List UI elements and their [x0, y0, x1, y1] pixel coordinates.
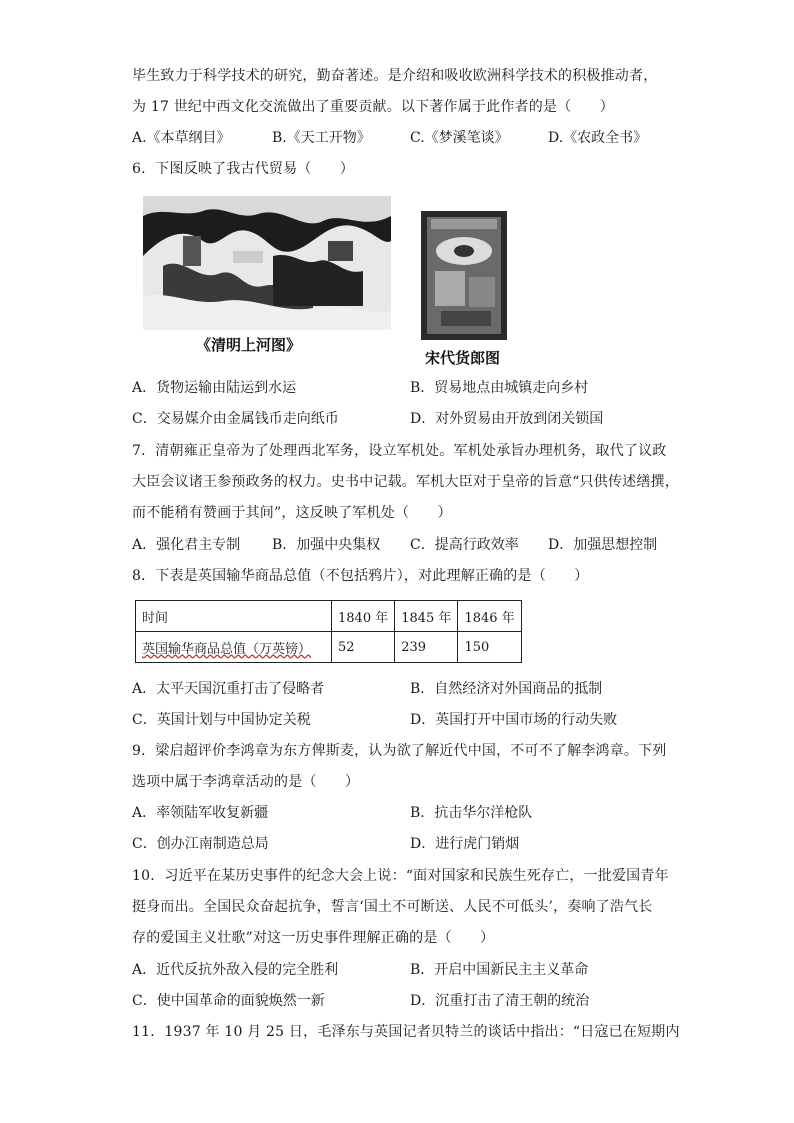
qingming-painting-image: [143, 196, 391, 330]
q5-option-d: D.《农政全书》: [548, 130, 648, 146]
table-cell: 1840 年: [332, 601, 395, 632]
q6-stem: 6．下图反映了我古代贸易（ ）: [132, 161, 355, 177]
q7-line-1: 7．清朝雍正皇帝为了处理西北军务，设立军机处。军机处承旨办理机务，取代了议政: [132, 443, 667, 459]
q10-line-1: 10．习近平在某历史事件的纪念大会上说：“面对国家和民族生死存亡，一批爱国青年: [132, 868, 669, 884]
q6-option-d: D．对外贸易由开放到闭关锁国: [410, 411, 604, 427]
table-header-row: [136, 601, 522, 632]
q5-option-b: B.《天工开物》: [272, 130, 371, 146]
q6-option-c: C．交易媒介由金属钱币走向纸币: [132, 411, 339, 427]
q10-option-b: B．开启中国新民主主义革命: [410, 962, 589, 978]
q5-option-a: A.《本草纲目》: [132, 130, 231, 146]
q5-option-c: C.《梦溪笔谈》: [410, 130, 509, 146]
q7-option-a: A．强化君主专制: [132, 537, 241, 553]
q11-line-1: 11．1937 年 10 月 25 日，毛泽东与英国记者贝特兰的谈话中指出：“日寇已在短期内: [132, 1024, 680, 1040]
table-row: [136, 632, 522, 663]
q7-option-b: B．加强中央集权: [272, 537, 381, 553]
q7-line-2: 大臣会议诸王参预政务的权力。史书中记载。军机大臣对于皇帝的旨意“只供传述缮撰，: [132, 474, 679, 490]
q10-line-2: 挺身而出。全国民众奋起抗争，誓言‘国土不可断送、人民不可低头’，奏响了浩气长: [132, 899, 653, 915]
q10-option-d: D．沉重打击了清王朝的统治: [410, 993, 590, 1009]
q9-line-1: 9．梁启超评价李鸿章为东方俾斯麦，认为欲了解近代中国，不可不了解李鸿章。下列: [132, 743, 667, 759]
q5-line-1: 毕生致力于科学技术的研究，勤奋著述。是介绍和吸收欧洲科学技术的积极推动者，: [132, 68, 658, 84]
huolang-caption: 宋代货郎图: [425, 349, 501, 367]
table-cell: 1846 年: [458, 601, 521, 632]
table-cell: 52: [332, 632, 395, 663]
table-cell: 150: [458, 632, 521, 663]
table-cell: 1845 年: [395, 601, 458, 632]
q7-line-3: 而不能稍有赞画于其间”，这反映了军机处（ ）: [132, 505, 452, 521]
qingming-caption: 《清明上河图》: [196, 336, 302, 354]
q10-option-c: C．使中国革命的面貌焕然一新: [132, 993, 325, 1009]
q8-stem: 8．下表是英国输华商品总值（不包括鸦片），对此理解正确的是（ ）: [132, 568, 589, 584]
q6-option-b: B．贸易地点由城镇走向乡村: [410, 380, 589, 396]
q9-option-b: B．抗击华尔洋枪队: [410, 805, 533, 821]
q6-option-a: A．货物运输由陆运到水运: [132, 380, 297, 396]
huolang-painting-image: [421, 211, 507, 340]
q7-option-d: D．加强思想控制: [548, 537, 658, 553]
q8-option-c: C．英国计划与中国协定关税: [132, 712, 311, 728]
q9-option-c: C．创办江南制造总局: [132, 836, 269, 852]
table-cell: [136, 632, 332, 663]
q5-line-2: 为 17 世纪中西文化交流做出了重要贡献。以下著作属于此作者的是（ ）: [132, 99, 614, 115]
q10-line-3: 存的爱国主义壮歌”对这一历史事件理解正确的是（ ）: [132, 930, 495, 946]
q10-option-a: A．近代反抗外敌入侵的完全胜利: [132, 962, 339, 978]
table-cell: 239: [395, 632, 458, 663]
q9-line-2: 选项中属于李鸿章活动的是（ ）: [132, 774, 360, 790]
q9-option-d: D．进行虎门销烟: [410, 836, 520, 852]
q8-option-b: B．自然经济对外国商品的抵制: [410, 681, 603, 697]
q8-option-a: A．太平天国沉重打击了侵略者: [132, 681, 325, 697]
q9-option-a: A．率领陆军收复新疆: [132, 805, 269, 821]
table-row-label: 英国输华商品总值（万英镑）: [142, 641, 312, 657]
table-cell: 时间: [136, 601, 332, 632]
q8-option-d: D．英国打开中国市场的行动失败: [410, 712, 618, 728]
export-value-table: [135, 600, 522, 663]
q7-option-c: C．提高行政效率: [410, 537, 519, 553]
